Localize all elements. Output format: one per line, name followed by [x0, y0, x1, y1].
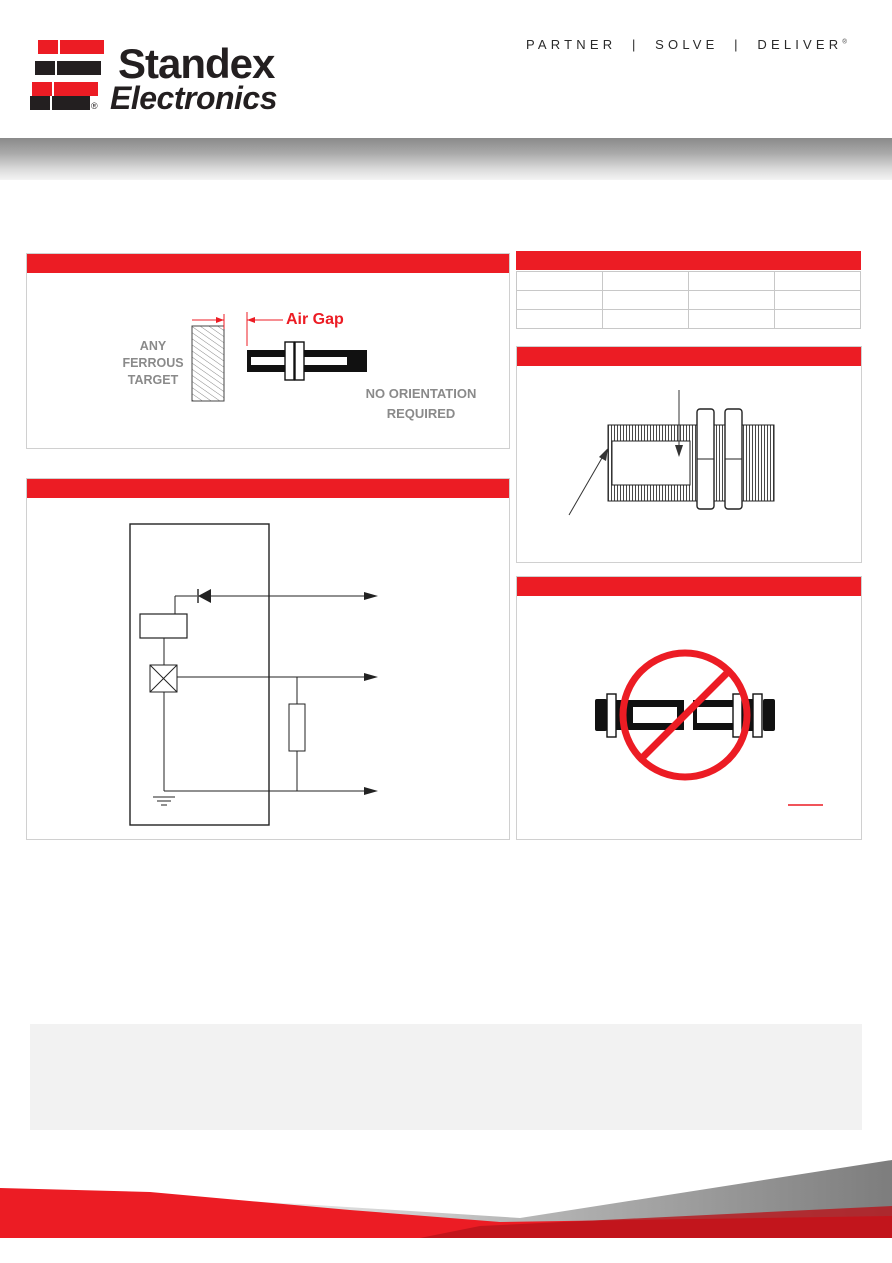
panel-header-bar: [516, 251, 861, 270]
table-row: [517, 310, 861, 329]
table-cell: [517, 310, 603, 329]
table-cell: [517, 291, 603, 310]
spec-table-panel: [516, 251, 861, 327]
table-cell: [603, 291, 689, 310]
target-label-line3: TARGET: [127, 373, 179, 387]
threaded-sensor-drawing: [517, 347, 863, 564]
orientation-label-line2: REQUIRED: [386, 406, 456, 421]
table-cell: [603, 310, 689, 329]
sensor-side-view: [247, 342, 367, 380]
standex-logo: [30, 36, 310, 116]
header-band: [0, 138, 892, 180]
footer-info-box: [30, 1024, 862, 1130]
tagline-text: PARTNER | SOLVE | DELIVER: [526, 37, 843, 52]
air-gap-label: Air Gap: [286, 311, 344, 328]
table-cell: [689, 310, 775, 329]
table-cell: [517, 272, 603, 291]
parallel-mounting-drawing: [517, 577, 863, 841]
target-label-line1: ANY: [139, 339, 167, 353]
spec-table: [516, 271, 861, 329]
circuit-diagram: [27, 479, 511, 841]
mounting-warning-panel: [516, 576, 862, 840]
diode-symbol: [198, 589, 211, 603]
sensor-housing-box: [130, 524, 269, 825]
brand-name-line1: Standex: [118, 40, 275, 87]
tagline-mark: ®: [842, 39, 847, 46]
table-cell: [689, 291, 775, 310]
table-cell: [689, 272, 775, 291]
circuit-panel: [26, 478, 510, 840]
registered-mark: ®: [91, 101, 98, 111]
table-row: [517, 272, 861, 291]
table-cell: [775, 291, 861, 310]
target-label: [118, 338, 188, 389]
ferrous-target: [192, 326, 224, 401]
brand-name-line2: Electronics: [110, 80, 278, 116]
target-label-line2: FERROUS: [122, 356, 184, 370]
table-cell: [603, 272, 689, 291]
thread-drawing-panel: [516, 346, 862, 563]
footer-decoration: [0, 1158, 892, 1238]
resistor: [289, 704, 305, 751]
orientation-label-line1: NO ORIENTATION: [365, 386, 477, 401]
table-cell: [775, 272, 861, 291]
sensor-right: [693, 694, 775, 737]
tagline: [526, 37, 847, 52]
coil-box: [140, 614, 187, 638]
table-row: [517, 291, 861, 310]
table-cell: [775, 310, 861, 329]
threaded-body: [608, 409, 774, 509]
orientation-label: [350, 384, 492, 424]
